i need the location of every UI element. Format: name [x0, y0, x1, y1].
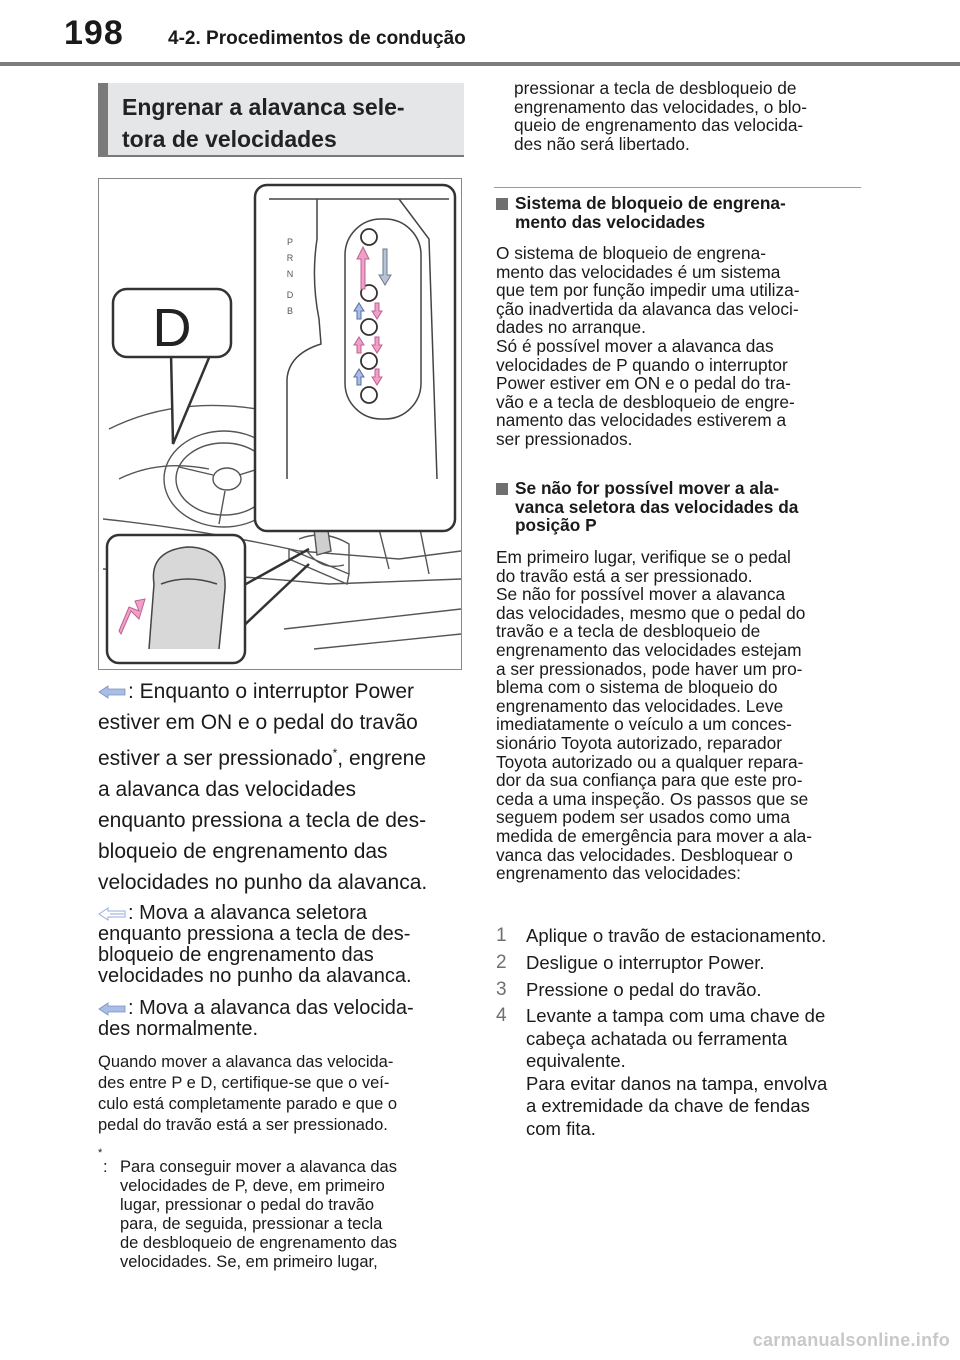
gear-label-p: P	[286, 237, 294, 247]
step-text: Levante a tampa com uma chave de cabeça achatada ou ferramenta equivalente. Para evitar danos na tampa, envolva a extremidade da chave de fendas com fita.	[526, 1005, 828, 1139]
section1-body: O sistema de bloqueio de engrena- mento das velocidades é um sistema que tem por função impedir uma utiliza- ção inadvertida da alavanca das veloci- dades no arranque. Só é possível mover a alavanca das velocidades de P quando o interruptor Power estiver em ON e o pedal do tra- vão e a tecla de desbloqueio de engre- namento das velocidades estiverem a ser pressionados.	[496, 243, 800, 449]
gear-label-r: R	[286, 253, 294, 263]
para2-lead: : Mova a alavanca seletora	[128, 902, 368, 924]
section-bullet-icon	[496, 198, 508, 210]
instruction-paragraph-1	[98, 676, 478, 898]
page-number: 198	[64, 14, 124, 52]
para3-rest: des normalmente.	[98, 1018, 259, 1040]
right-divider	[494, 187, 861, 188]
step-text: Desligue o interruptor Power.	[526, 952, 765, 973]
shift-lever-drawing	[99, 179, 461, 669]
section2-body: Em primeiro lugar, verifique se o pedal do travão está a ser pressionado. Se não for possível mover a alavanca das velocidades, mesmo que o pedal do travão e a tecla de desbloqueio de engrenamento das velocidades estejam a ser pressionados, pode haver um pro- blema com o sistema de bloqueio do engrenamento das velocidades. Leve imediatamente o veículo a um conces- sionário Toyota autorizado, reparador Toyota autorizado ou a qualquer repara- dor da sua confiança para que este pro- ceda a uma inspeção. Os passos que se seguem podem ser usados como uma medida de emergência para mover a ala- vanca das velocidades. Desbloquear o engrenamento das velocidades:	[496, 547, 813, 884]
para1-line2: estiver em ON e o pedal do travão	[98, 711, 418, 734]
para1-line3-b: , engrene	[337, 747, 427, 770]
footnote-mark: *	[98, 1147, 103, 1159]
main-heading: Engrenar a alavanca sele- tora de velocidades	[122, 94, 405, 152]
para2-rest: enquanto pressiona a tecla de des- bloqueio de engrenamento das velocidades no punho da alavanca.	[98, 923, 412, 987]
step-number: 2	[496, 952, 507, 973]
instruction-paragraph-3	[98, 998, 478, 1040]
header-divider	[0, 62, 960, 66]
main-heading-box	[98, 83, 464, 157]
blue-arrow-icon	[98, 685, 126, 699]
shift-lever-illustration	[98, 178, 462, 670]
selected-position-label: D	[152, 298, 192, 358]
gear-label-d: D	[286, 290, 294, 300]
pink-arrow-icon	[98, 1002, 126, 1016]
continuation-text: pressionar a tecla de desbloqueio de engrenamento das velocidades, o blo- queio de engrenamento das velocida- des não será libertado.	[514, 78, 808, 154]
section-bullet-icon	[496, 483, 508, 495]
para1-rest: a alavanca das velocidades enquanto pressiona a tecla de des- bloqueio de engrenamento das velocidades no punho da alavanca.	[98, 778, 428, 894]
footnote-text: Para conseguir mover a alavanca das velocidades de P, deve, em primeiro lugar, pressionar o pedal do travão para, de seguida, pressionar a tecla de desbloqueio de engrenamento das velocidades. Se, em primeiro lugar,	[120, 1158, 398, 1271]
step-number: 3	[496, 979, 507, 1000]
para1-line3-a: estiver a ser pressionado	[98, 747, 333, 770]
gear-label-n: N	[286, 269, 294, 279]
section1-title: Sistema de bloqueio de engrena- mento das velocidades	[515, 193, 786, 232]
step-text: Aplique o travão de estacionamento.	[526, 925, 827, 946]
section-title: 4-2. Procedimentos de condução	[168, 28, 466, 49]
step-number: 1	[496, 925, 507, 946]
footnote-ref: *	[332, 746, 338, 760]
instruction-paragraph-2	[98, 903, 478, 987]
safety-note: Quando mover a alavanca das velocida- des entre P e D, certifique-se que o veí- culo está completamente parado e que o pedal do travão está a ser pressionado.	[98, 1053, 398, 1134]
step-text: Pressione o pedal do travão.	[526, 979, 762, 1000]
footer-watermark[interactable]: carmanualsonline.info	[752, 1330, 950, 1350]
gear-label-b: B	[286, 306, 294, 316]
light-blue-arrow-icon	[98, 907, 126, 921]
para3-lead: : Mova a alavanca das velocida-	[128, 997, 414, 1019]
para1-lead: : Enquanto o interruptor Power	[128, 680, 415, 703]
footnote-colon: :	[103, 1158, 108, 1176]
section2-title: Se não for possível mover a ala- vanca seletora das velocidades da posição P	[515, 478, 799, 536]
step-number: 4	[496, 1005, 507, 1026]
